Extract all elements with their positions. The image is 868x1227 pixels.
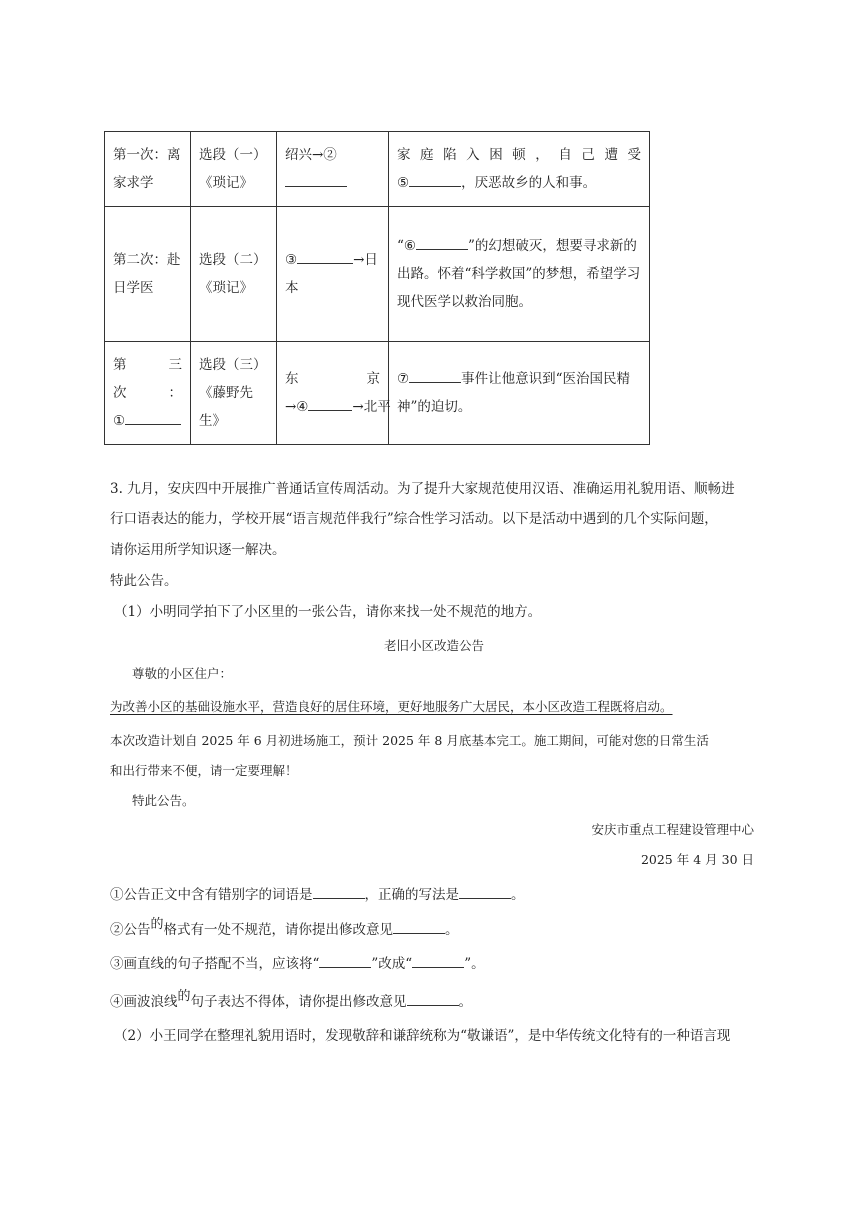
question-3-intro-line1: 3. 九月，安庆四中开展推广普通话宣传周活动。为了提升大家规范使用汉语、准确运用礼貌用语、顺畅进: [110, 481, 735, 497]
cell-text: 事件让他意识到“医治国民精神”的迫切。: [397, 371, 631, 415]
question-text: 的: [177, 989, 191, 1004]
question-item-3: [110, 953, 485, 974]
answer-blank[interactable]: [459, 884, 511, 899]
table-cell: [389, 207, 650, 342]
question-text: ，正确的写法是: [364, 887, 459, 903]
answer-blank[interactable]: [409, 172, 461, 187]
table-cell: [389, 342, 650, 445]
cell-text: ③: [285, 252, 298, 268]
cell-text: →日本: [285, 252, 378, 296]
cell-text: ⑤: [397, 175, 410, 191]
cell-text: 东 京: [285, 371, 380, 387]
table-row: [105, 342, 650, 445]
sub-question-1: （1）小明同学拍下了小区里的一张公告，请你来找一处不规范的地方。: [114, 604, 542, 620]
notice-greeting: 尊敬的小区住户：: [132, 666, 233, 681]
question-item-4: [110, 991, 472, 1013]
cell-text: ⑦: [397, 371, 410, 387]
question-text: 句子表达不得体，请你提出修改意见: [190, 994, 407, 1010]
answer-blank[interactable]: [297, 249, 353, 264]
table-row: [105, 207, 650, 342]
notice-body-line2: 本次改造计划自 2025 年 6 月初进场施工，预计 2025 年 8 月底基本完工。施工期间，可能对您的日常生活: [110, 733, 709, 748]
table-cell: 第二次：赴日学医: [105, 207, 191, 342]
table-cell: 选段（二）《琐记》: [191, 207, 277, 342]
cell-text: →④: [285, 399, 309, 415]
table-cell: 选段（一）《琐记》: [191, 132, 277, 207]
cell-text: →北平: [352, 399, 391, 415]
table-cell: [277, 207, 389, 342]
notice-organization: 安庆市重点工程建设管理中心: [591, 822, 754, 837]
question-item-2: [110, 919, 459, 941]
table-cell: [105, 342, 196, 445]
notice-body-line3: 和出行带来不便，请一定要理解！: [110, 763, 298, 778]
table-cell: [389, 132, 650, 207]
table-cell: 选段（三）《藤野先生》: [191, 342, 277, 445]
question-text: 。: [458, 994, 473, 1010]
question-text: 格式有一处不规范，请你提出修改意见: [163, 922, 394, 938]
lu-xun-journey-table: [104, 131, 650, 445]
answer-blank[interactable]: [416, 235, 468, 250]
answer-blank[interactable]: [313, 884, 365, 899]
table-row: [105, 132, 650, 207]
question-text: 的: [150, 917, 164, 932]
question-text: 。: [511, 887, 525, 903]
question-item-1: [110, 884, 525, 905]
cell-text: 家庭陷入困顿，自己遭受: [397, 147, 641, 163]
notice-date: 2025 年 4 月 30 日: [640, 852, 754, 867]
answer-blank[interactable]: [407, 991, 459, 1006]
table-cell: [277, 342, 389, 445]
cell-text: 第 三 次：: [113, 357, 196, 401]
answer-blank[interactable]: [412, 953, 464, 968]
table-cell: [277, 132, 389, 207]
question-text: ②公告: [110, 922, 151, 938]
cell-text: 绍兴→②: [285, 147, 337, 163]
answer-blank[interactable]: [125, 410, 181, 425]
cell-text: ”的幻想破灭，想要寻求新的出路。怀着“科学救国”的梦想，希望学习现代医学以救治同胞。: [397, 238, 641, 310]
question-3-intro-line2: 行口语表达的能力，学校开展“语言规范伴我行”综合性学习活动。以下是活动中遇到的几个实际问题，: [110, 511, 718, 527]
answer-blank[interactable]: [319, 953, 371, 968]
notice-title: 老旧小区改造公告: [383, 638, 484, 653]
answer-blank[interactable]: [393, 919, 445, 934]
cell-text: “⑥: [397, 238, 417, 254]
notice-underlined-sentence: 为改善小区的基础设施水平，营造良好的居住环境，更好地服务广大居民，本小区改造工程既将启动。: [110, 699, 673, 714]
question-3-intro-line3: 请你运用所学知识逐一解决。: [110, 542, 286, 558]
notice-closing: 特此公告。: [132, 793, 195, 808]
question-text: ④画波浪线: [110, 994, 178, 1010]
sub-question-2: （2）小王同学在整理礼貌用语时，发现敬辞和谦辞统称为“敬谦语”，是中华传统文化特有的一种语言现: [114, 1028, 731, 1044]
table-cell: 第一次：离家求学: [105, 132, 191, 207]
question-text: ①公告正文中含有错别字的词语是: [110, 887, 313, 903]
question-text: 。: [445, 922, 459, 938]
question-text: ”。: [464, 956, 485, 972]
cell-text: ①: [113, 413, 126, 429]
question-text: ”改成“: [371, 956, 413, 972]
answer-blank[interactable]: [308, 396, 352, 411]
answer-blank[interactable]: [285, 172, 347, 187]
stray-closing-text: 特此公告。: [110, 573, 178, 589]
question-text: ③画直线的句子搭配不当，应该将“: [110, 956, 320, 972]
answer-blank[interactable]: [409, 368, 461, 383]
cell-text: ，厌恶故乡的人和事。: [461, 175, 597, 191]
